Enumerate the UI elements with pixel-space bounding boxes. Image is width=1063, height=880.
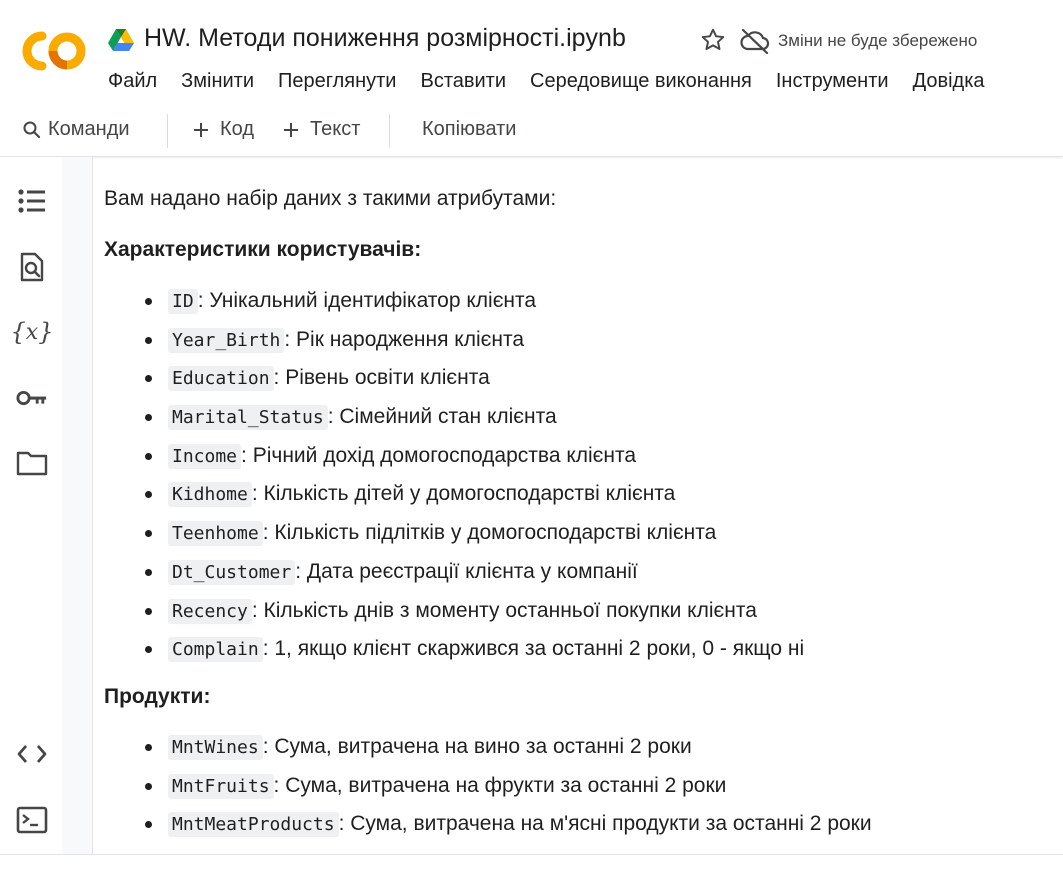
attribute-name: Marital_Status [168, 405, 328, 430]
attribute-name: Dt_Customer [168, 560, 295, 585]
save-status-text[interactable]: Зміни не буде збережено [778, 31, 978, 50]
menu-runtime[interactable]: Середовище виконання [530, 70, 752, 92]
section-heading-products: Продукти: [104, 685, 211, 708]
list-item [168, 767, 872, 806]
attribute-name: Recency [168, 599, 252, 624]
toolbar-divider [167, 114, 168, 148]
attribute-description: : Сума, витрачена на фрукти за останні 2 роки [273, 773, 727, 797]
attribute-description: : Сімейний стан клієнта [327, 405, 557, 429]
toolbar [0, 104, 1063, 157]
attribute-description: : 1, якщо клієнт скаржився за останні 2 роки, 0 - якщо ні [262, 637, 805, 661]
menu-tools[interactable]: Інструменти [775, 70, 889, 92]
secrets-key-icon[interactable] [16, 382, 48, 414]
attribute-description: : Сума, витрачена на вино за останні 2 роки [262, 735, 692, 758]
attribute-description: : Річний дохід домогосподарства клієнта [241, 443, 637, 467]
attribute-description: : Дата реєстрації клієнта у компанії [295, 559, 638, 583]
attribute-description: : Кількість дітей у домогосподарстві клієнта [251, 482, 676, 506]
attribute-name: Year_Birth [168, 328, 284, 353]
add-text-button[interactable] [282, 118, 360, 141]
attribute-name: Income [168, 444, 241, 469]
attribute-name: Teenhome [168, 521, 263, 546]
list-item [168, 398, 804, 437]
text-cell[interactable] [104, 157, 1054, 854]
list-item [168, 592, 804, 631]
list-item [168, 437, 804, 476]
plus-icon [192, 121, 210, 139]
commands-label: Команди [48, 118, 130, 140]
attribute-description: : Кількість підлітків у домогосподарстві клієнта [262, 521, 717, 545]
colab-logo[interactable] [20, 30, 86, 72]
list-item [168, 805, 872, 844]
plus-icon [282, 121, 300, 139]
menu-view[interactable]: Переглянути [278, 70, 397, 92]
copy-to-drive-button[interactable] [422, 118, 516, 141]
add-text-label: Текст [310, 118, 361, 140]
cloud-off-icon[interactable] [740, 28, 770, 54]
user-attributes-list [104, 282, 804, 669]
attribute-name: Education [168, 366, 274, 391]
list-item [168, 553, 804, 592]
search-icon [22, 120, 42, 140]
list-item [168, 359, 804, 398]
cell-gutter [62, 157, 93, 854]
menu-insert[interactable]: Вставити [420, 70, 507, 92]
toolbar-divider [389, 114, 390, 148]
list-item [168, 282, 804, 321]
add-code-label: Код [220, 118, 255, 140]
attribute-description: : Рік народження клієнта [284, 327, 525, 351]
notebook-title[interactable]: HW. Методи пониження розмірності.ipynb [144, 24, 626, 52]
attribute-name: Kidhome [168, 482, 252, 507]
list-item [168, 321, 804, 360]
bottom-status-bar [0, 854, 1063, 880]
left-sidebar [0, 157, 63, 854]
files-folder-icon[interactable] [16, 447, 48, 479]
app-header [0, 0, 1063, 105]
attribute-description: : Унікальний ідентифікатор клієнта [197, 289, 537, 312]
section-heading-user-characteristics: Характеристики користувачів: [104, 238, 422, 261]
attribute-name: ID [168, 289, 198, 314]
menu-file[interactable]: Файл [108, 70, 158, 92]
attribute-description: : Рівень освіти клієнта [273, 366, 490, 390]
intro-paragraph: Вам надано набір даних з такими атрибутами: [104, 187, 557, 210]
terminal-icon[interactable] [16, 804, 48, 836]
list-item [168, 475, 804, 514]
attribute-description: : Сума, витрачена на м'ясні продукти за останні 2 роки [338, 812, 872, 836]
commands-button[interactable] [22, 118, 130, 141]
table-of-contents-icon[interactable] [16, 185, 48, 217]
copy-label: Копіювати [422, 118, 517, 140]
code-snippets-icon[interactable] [16, 738, 48, 770]
menu-bar [108, 70, 1009, 93]
list-item [168, 514, 804, 553]
add-code-button[interactable] [192, 118, 254, 141]
menu-edit[interactable]: Змінити [181, 70, 254, 92]
variables-icon[interactable]: { x } [10, 318, 54, 346]
attribute-name: MntWines [168, 735, 263, 760]
product-attributes-list [104, 728, 872, 844]
attribute-name: Complain [168, 637, 263, 662]
attribute-name: MntFruits [168, 774, 274, 799]
list-item [168, 728, 872, 767]
google-drive-icon[interactable] [108, 28, 134, 52]
menu-help[interactable]: Довідка [912, 70, 985, 92]
star-icon[interactable] [700, 27, 726, 53]
attribute-description: : Кількість днів з моменту останньої покупки клієнта [251, 598, 757, 622]
find-icon[interactable] [16, 251, 48, 283]
attribute-name: MntMeatProducts [168, 812, 339, 837]
list-item [168, 630, 804, 669]
